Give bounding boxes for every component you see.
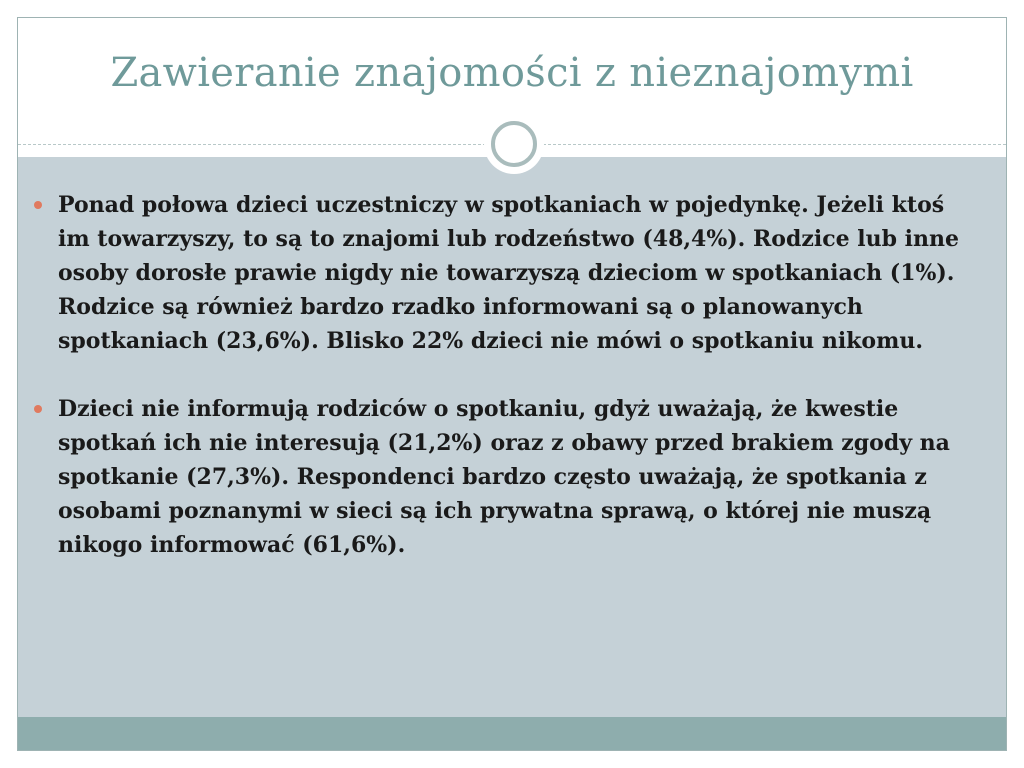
bullet-dot-icon xyxy=(34,201,42,209)
bullet-dot-icon xyxy=(34,405,42,413)
slide-title: Zawieranie znajomości z nieznajomymi xyxy=(110,50,914,96)
ring-ornament-icon xyxy=(484,114,544,174)
bullet-item xyxy=(34,392,964,562)
bullet-list xyxy=(34,188,964,562)
bullet-text: Dzieci nie informują rodziców o spotkaniu, gdyż uważają, że kwestie spotkań ich nie interesują (21,2%) oraz z obawy przed brakiem zgody na spotkanie (27,3%). Respondenci bardzo często uważają, że spotkania z osobami poznanymi w sieci są ich prywatna sprawą, o której nie muszą nikogo informować (61,6%). xyxy=(58,396,950,558)
bullet-text: Ponad połowa dzieci uczestniczy w spotkaniach w pojedynkę. Jeżeli ktoś im towarzyszy, to są to znajomi lub rodzeństwo (48,4%). Rodzice lub inne osoby dorosłe prawie nigdy nie towarzyszą dzieciom w spotkaniach (1%). Rodzice są również bardzo rzadko informowani są o planowanych spotkaniach (23,6%). Blisko 22% dzieci nie mówi o spotkaniu nikomu. xyxy=(58,192,959,354)
bullet-item xyxy=(34,188,964,358)
footer-bar xyxy=(18,717,1006,751)
ring-ornament-inner xyxy=(491,121,537,167)
